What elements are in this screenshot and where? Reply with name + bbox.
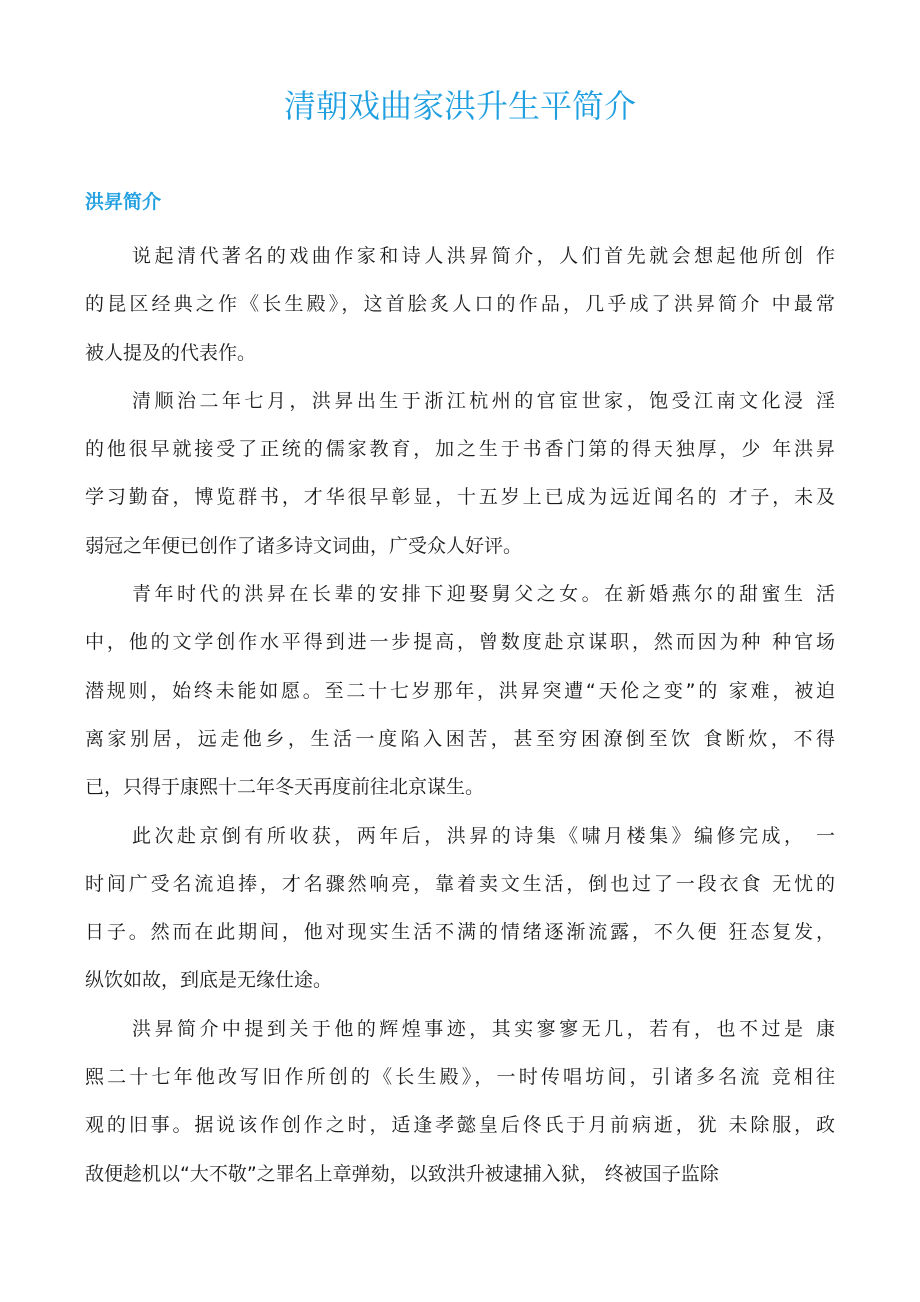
paragraph-line: 时间广受名流追捧，才名骤然响亮，靠着卖文生活，倒也过了一段衣食 无忧的 (85, 872, 835, 895)
paragraph-line: 学习勤奋，博览群书，才华很早彰显，十五岁上已成为远近闻名的 才子，未及 (85, 486, 835, 509)
paragraph-line: 说起清代著名的戏曲作家和诗人洪昇简介，人们首先就会想起他所创 作 (132, 245, 835, 267)
paragraph-line: 洪昇简介中提到关于他的辉煌事迹，其实寥寥无几，若有，也不过是 康 (132, 1017, 835, 1040)
body-paragraph (85, 377, 835, 570)
paragraph-line: 被人提及的代表作。 (85, 341, 257, 364)
paragraph-line: 的他很早就接受了正统的儒家教育，加之生于书香门第的得天独厚，少 年洪昇 (85, 438, 835, 461)
section-heading: 洪昇简介 (85, 191, 162, 213)
paragraph-line: 熙二十七年他改写旧作所创的《长生殿》，一时传唱坊间，引诸多名流 竞相往 (85, 1066, 835, 1089)
body-paragraph (85, 232, 835, 377)
body-paragraph (85, 812, 835, 1005)
paragraph-line: 敌便趁机以“大不敬”之罪名上章弹劾，以致洪升被逮捕入狱， 终被国子监除 (85, 1162, 719, 1185)
paragraph-line: 日子。然而在此期间，他对现实生活不满的情绪逐渐流露，不久便 狂态复发， (85, 921, 835, 944)
paragraph-line: 纵饮如故，到底是无缘仕途。 (85, 969, 333, 992)
body-paragraph (85, 570, 835, 811)
paragraph-line: 离家别居，远走他乡，生活一度陷入困苦，甚至穷困潦倒至饮 食断炊，不得 (85, 727, 835, 750)
paragraph-line: 的昆区经典之作《长生殿》，这首脍炙人口的作品，几乎成了洪昇简介 中最常 (85, 293, 835, 316)
paragraph-line: 观的旧事。据说该作创作之时，适逢孝懿皇后佟氏于月前病逝，犹 未除服，政 (85, 1114, 835, 1137)
document-body (85, 232, 835, 1198)
paragraph-line: 中，他的文学创作水平得到进一步提高，曾数度赴京谋职，然而因为种 种官场 (85, 631, 835, 654)
paragraph-line: 青年时代的洪昇在长辈的安排下迎娶舅父之女。在新婚燕尔的甜蜜生 活 (132, 583, 835, 606)
document-title: 清朝戏曲家洪升生平简介 (283, 87, 636, 125)
paragraph-line: 已，只得于康熙十二年冬天再度前往北京谋生。 (85, 776, 485, 799)
body-paragraph (85, 1005, 835, 1198)
paragraph-line: 此次赴京倒有所收获，两年后，洪昇的诗集《啸月楼集》编修完成， 一 (132, 824, 835, 847)
paragraph-line: 清顺治二年七月，洪昇出生于浙江杭州的官宦世家，饱受江南文化浸 淫 (132, 389, 835, 412)
paragraph-line: 潜规则，始终未能如愿。至二十七岁那年，洪昇突遭“天伦之变”的 家难，被迫 (85, 679, 835, 702)
paragraph-line: 弱冠之年便已创作了诸多诗文词曲，广受众人好评。 (85, 534, 523, 557)
